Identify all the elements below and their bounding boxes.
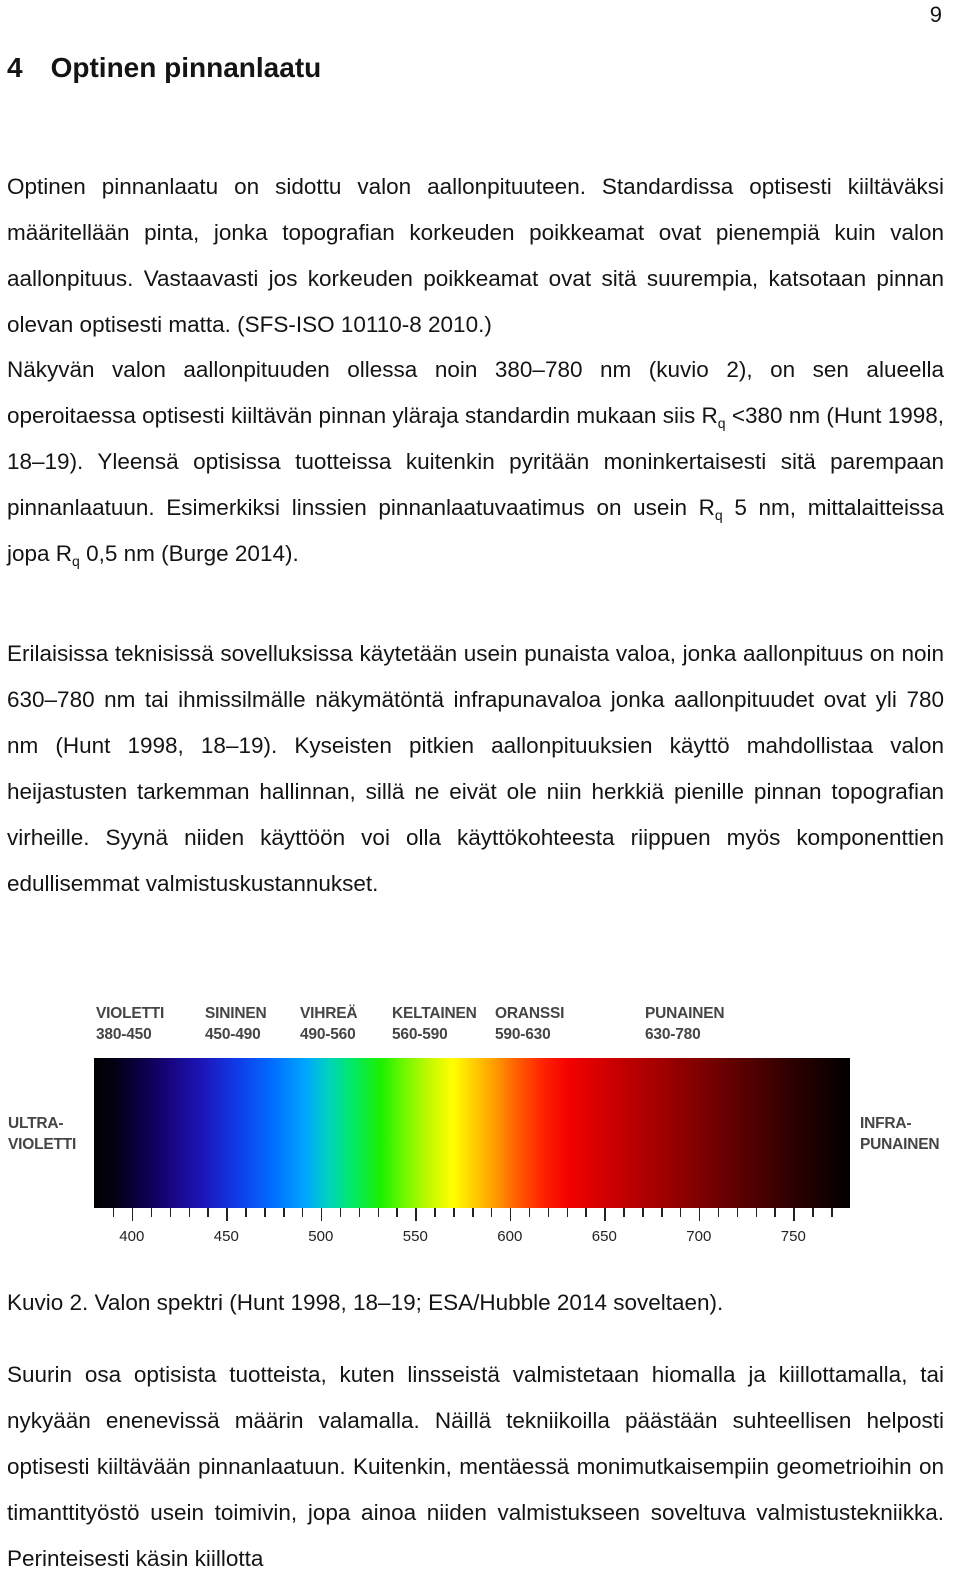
axis-tick — [699, 1208, 701, 1221]
wavelength-axis — [94, 1208, 850, 1222]
subscript-q: q — [714, 507, 723, 523]
axis-tick — [226, 1208, 228, 1221]
ultraviolet-line-1: ULTRA- — [8, 1115, 64, 1132]
paragraph-3: Erilaisissa teknisissä sovelluksissa käytetään usein punaista valoa, jonka aallonpituus on noin 630–780 nm tai ihmissilmälle näkymätöntä infrapunavaloa jonka aallonpituudet ovat yli 780 nm (Hunt 1998, 18–19). Kyseisten pitkien aallonpituuksien käyttö mahdollistaa valon heijastusten tarkemman hallinnan, sillä ne eivät ole niin herkkiä pienille pinnan topografian virheille. Syynä niiden käyttöön voi olla käyttökohteesta riippuen myös komponenttien edullisemmat valmistuskustannukset. — [7, 641, 944, 896]
infrared-label — [860, 1113, 939, 1155]
axis-tick-label: 650 — [591, 1228, 617, 1245]
axis-tick — [113, 1208, 115, 1217]
axis-tick — [283, 1208, 285, 1217]
infrared-line-2: PUNAINEN — [860, 1136, 940, 1153]
band-label-blue — [205, 1003, 266, 1045]
axis-tick — [189, 1208, 191, 1217]
axis-tick — [793, 1208, 795, 1221]
axis-tick — [378, 1208, 380, 1217]
axis-tick — [434, 1208, 436, 1217]
band-name: VIOLETTI — [96, 1005, 165, 1022]
band-name: PUNAINEN — [645, 1005, 725, 1022]
axis-tick — [491, 1208, 493, 1217]
spectrum-figure — [0, 995, 960, 1265]
axis-tick — [756, 1208, 758, 1217]
ultraviolet-label — [8, 1113, 76, 1155]
band-name: ORANSSI — [495, 1005, 565, 1022]
axis-tick — [623, 1208, 625, 1217]
band-range: 490-560 — [300, 1026, 356, 1043]
axis-tick — [359, 1208, 361, 1217]
axis-tick — [567, 1208, 569, 1217]
figure-caption: Kuvio 2. Valon spektri (Hunt 1998, 18–19; ESA/Hubble 2014 soveltaen). — [7, 1290, 724, 1315]
band-range: 560-590 — [392, 1026, 448, 1043]
paragraph-1: Optinen pinnanlaatu on sidottu valon aallonpituuteen. Standardissa optisesti kiiltäväksi määritellään pinta, jonka topografian korkeuden poikkeamat ovat pienempiä kuin valon aallonpituus. Vastaavasti jos korkeuden poikkeamat ovat sitä suurempia, katsotaan pinnan olevan optisesti matta. (SFS-ISO 10110-8 2010.) — [7, 174, 944, 337]
axis-tick — [548, 1208, 550, 1217]
axis-tick — [151, 1208, 153, 1217]
axis-tick — [207, 1208, 209, 1217]
axis-tick — [302, 1208, 304, 1217]
infrared-line-1: INFRA- — [860, 1115, 912, 1132]
paragraph-2-text-d: 0,5 nm (Burge 2014). — [79, 541, 299, 566]
paragraph-2 — [7, 347, 944, 577]
axis-tick — [680, 1208, 682, 1217]
axis-tick — [604, 1208, 606, 1221]
axis-tick — [529, 1208, 531, 1217]
band-range: 630-780 — [645, 1026, 701, 1043]
axis-tick — [415, 1208, 417, 1221]
subscript-q: q — [72, 553, 80, 569]
band-label-green — [300, 1003, 357, 1045]
spectrum-bar — [94, 1058, 850, 1208]
paragraph-2-text-a: Näkyvän valon aallonpituuden ollessa noin 380–780 nm (kuvio 2), on sen alueella operoitaessa optisesti kiiltävän pinnan yläraja standardin mukaan siis R — [7, 357, 944, 428]
subscript-q: q — [717, 415, 726, 431]
axis-tick — [774, 1208, 776, 1217]
chapter-title: Optinen pinnanlaatu — [50, 52, 322, 83]
axis-tick-label: 550 — [402, 1228, 428, 1245]
axis-tick — [321, 1208, 323, 1221]
axis-tick — [812, 1208, 814, 1217]
band-label-red — [645, 1003, 724, 1045]
band-range: 380-450 — [96, 1026, 152, 1043]
chapter-heading — [7, 52, 321, 84]
band-name: KELTAINEN — [392, 1005, 477, 1022]
axis-tick — [170, 1208, 172, 1217]
chapter-number: 4 — [7, 52, 23, 83]
axis-tick — [510, 1208, 512, 1221]
paragraph-2-text-b: <380 nm (Hunt 1998, 18–19). Yleensä optisissa tuotteissa kuitenkin pyritään moninkertaisesti sitä parempaan pinnanlaatuun. Esimerkiksi linssien pinnanlaatuvaatimus on usein R — [7, 403, 945, 520]
axis-tick — [718, 1208, 720, 1217]
axis-tick — [453, 1208, 455, 1217]
band-label-violet — [96, 1003, 164, 1045]
axis-tick-label: 500 — [308, 1228, 334, 1245]
axis-tick-label: 750 — [780, 1228, 806, 1245]
paragraph-4: Suurin osa optisista tuotteista, kuten linsseistä valmistetaan hiomalla ja kiillottamalla, tai nykyään enenevissä määrin valamalla. Näillä tekniikoilla päästään suhteellisen helposti optisesti kiiltävään pinnanlaatuun. Kuitenkin, mentäessä monimutkaisempiin geometrioihin on timanttityöstö usein toimivin, jopa ainoa niiden valmistukseen soveltuva valmistustekniikka. Perinteisesti käsin kiillotta — [7, 1362, 944, 1571]
band-range: 590-630 — [495, 1026, 551, 1043]
axis-tick — [642, 1208, 644, 1217]
band-name: VIHREÄ — [300, 1005, 358, 1022]
axis-tick — [831, 1208, 833, 1217]
paragraph-2-text-c: 5 nm, mittalaitteissa jopa R — [7, 495, 944, 566]
axis-tick — [661, 1208, 663, 1217]
band-range: 450-490 — [205, 1026, 261, 1043]
axis-tick — [245, 1208, 247, 1217]
band-label-yellow — [392, 1003, 477, 1045]
band-label-orange — [495, 1003, 564, 1045]
axis-tick-label: 450 — [213, 1228, 239, 1245]
axis-tick — [264, 1208, 266, 1217]
ultraviolet-line-2: VIOLETTI — [8, 1136, 77, 1153]
band-name: SININEN — [205, 1005, 267, 1022]
axis-tick — [585, 1208, 587, 1217]
axis-tick-label: 600 — [497, 1228, 523, 1245]
axis-tick — [396, 1208, 398, 1217]
axis-tick-label: 400 — [119, 1228, 145, 1245]
axis-tick — [132, 1208, 134, 1221]
page-number: 9 — [929, 2, 942, 27]
axis-tick-label: 700 — [686, 1228, 712, 1245]
axis-tick — [340, 1208, 342, 1217]
axis-tick — [737, 1208, 739, 1217]
axis-tick — [472, 1208, 474, 1217]
